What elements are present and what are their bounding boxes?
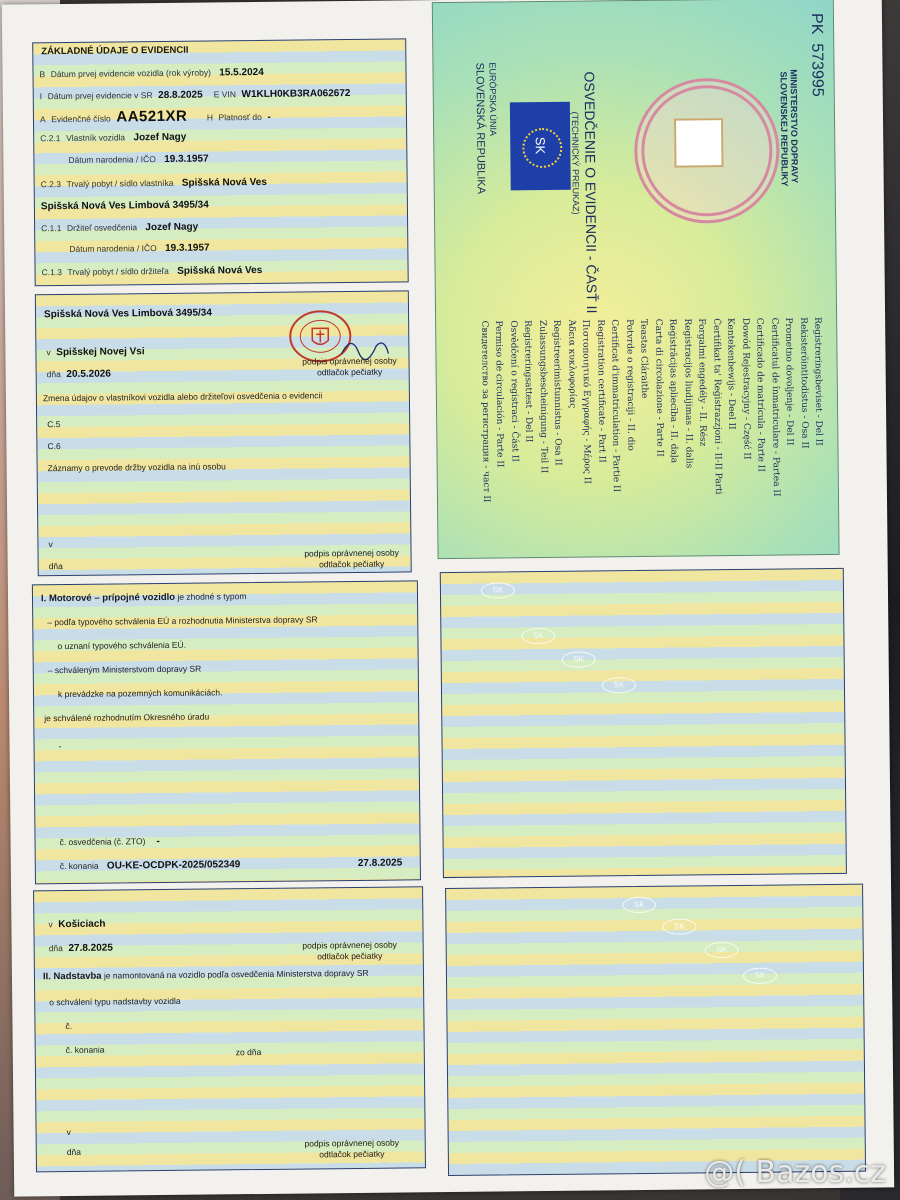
field-c23-address: Spišská Nová Ves Limbová 3495/34 bbox=[40, 199, 209, 213]
body-date: dňa 27.8.2025 bbox=[48, 942, 113, 954]
eu-flag-icon: SK bbox=[510, 102, 571, 191]
field-c11-dob: Dátum narodenia / IČO 19.3.1957 bbox=[69, 242, 210, 254]
field-c13: C.1.3 Trvalý pobyt / sídlo držiteľa Spišská Nová Ves bbox=[41, 264, 263, 278]
plate-number: AA521XR bbox=[116, 107, 188, 126]
language-title: Rekisteröintitodistus - Osa II bbox=[797, 317, 809, 449]
certificate-sheet bbox=[2, 0, 894, 1197]
body-signature-caption-2: podpis oprávnenej osoby odtlačok pečiatky bbox=[304, 1137, 400, 1160]
sk-watermark-icon: SK bbox=[481, 582, 515, 598]
sk-watermark-icon: SK bbox=[521, 628, 555, 644]
language-title: Свидетелство за регистрация - част II bbox=[478, 320, 491, 503]
sk-watermark-icon: SK bbox=[662, 918, 696, 934]
field-zto: č. osvedčenia (č. ZTO) - bbox=[59, 836, 160, 848]
field-b: B Dátum prvej evidencie vozidla (rok výroby) 15.5.2024 bbox=[39, 66, 264, 80]
body-field-date: dňa bbox=[66, 1146, 82, 1158]
vehicle-line4: k prevádzke na pozemných komunikáciách. bbox=[57, 687, 223, 700]
language-title: Prometno dovoljenje - Del II bbox=[783, 317, 795, 446]
body-signature-caption: podpis oprávnenej osoby odtlačok pečiatky bbox=[302, 939, 397, 962]
body-title: II. Nadstavba je namontovaná na vozidlo podľa osvedčenia Ministerstva dopravy SR bbox=[42, 967, 369, 983]
language-title: Carta di circolazione - Parte II bbox=[652, 318, 665, 457]
field-c5: C.5 bbox=[47, 419, 61, 430]
holder-signature-caption: podpis oprávnenej osoby odtlačok pečiatky bbox=[302, 355, 397, 378]
ministry-line1: MINISTERSTVO DOPRAVY bbox=[788, 69, 800, 184]
sk-watermark-icon: SK bbox=[562, 651, 596, 667]
transfer-place: v bbox=[48, 539, 53, 550]
vehicle-title: I. Motorové – prípojné vozidlo je zhodné s typom bbox=[40, 591, 247, 605]
language-title: Certificat d'immatriculation - Partie II bbox=[609, 319, 621, 493]
bazos-watermark: @( Bazos.cz bbox=[704, 1155, 886, 1190]
basic-header: ZÁKLADNÉ ÚDAJE O EVIDENCII bbox=[41, 44, 189, 58]
empty-panel-middle-right bbox=[440, 568, 847, 878]
cover-panel bbox=[432, 0, 840, 559]
eu-label: EURÓPSKA ÚNIA bbox=[487, 62, 499, 137]
field-c6: C.6 bbox=[47, 441, 61, 452]
vehicle-decision-date: 27.8.2025 bbox=[357, 857, 403, 869]
vehicle-type-panel bbox=[32, 580, 421, 884]
vehicle-line2: o uznaní typového schválenia EÚ. bbox=[57, 639, 187, 652]
cover-subtitle: (TECHNICKÝ PREUKAZ) bbox=[569, 111, 582, 215]
vehicle-line3: – schváleným Ministerstvom dopravy SR bbox=[47, 663, 202, 676]
language-title: Πιστοποιητικό Εγγραφής - Μέρος II bbox=[580, 319, 592, 484]
vehicle-line1: – podľa typového schválenia EÚ a rozhodnutia Ministerstva dopravy SR bbox=[47, 614, 318, 628]
body-field-zo-dna: zo dňa bbox=[235, 1046, 262, 1058]
field-c21: C.2.1 Vlastník vozidla Jozef Nagy bbox=[40, 131, 187, 144]
language-title: Registreringsattest - Del II bbox=[522, 320, 534, 443]
language-title: Dowód Rejestracyjny - Część II bbox=[739, 317, 752, 460]
field-c11: C.1.1 Držiteľ osvedčenia Jozef Nagy bbox=[41, 221, 199, 234]
body-field-c: č. bbox=[65, 1020, 73, 1032]
body-panel bbox=[33, 886, 426, 1172]
body-field-place: v bbox=[66, 1126, 71, 1138]
ministry-line2: SLOVENSKEJ REPUBLIKY bbox=[778, 71, 790, 187]
language-title: Certificado de matrícula - Parte II bbox=[754, 317, 766, 472]
language-title: Registration certificate - Part II bbox=[594, 319, 607, 463]
language-title: Permiso de circulación - Parte II bbox=[493, 320, 505, 468]
empty-panel-bottom-right bbox=[445, 884, 866, 1176]
field-c23: C.2.3 Trvalý pobyt / sídlo vlastníka Spišská Nová Ves bbox=[40, 176, 267, 190]
body-field-konania: č. konania bbox=[65, 1044, 105, 1056]
hologram-emblem bbox=[634, 78, 781, 225]
field-a: A Evidenčné číslo AA521XR H Platnosť do - bbox=[39, 107, 271, 126]
holder-address: Spišská Nová Ves Limbová 3495/34 bbox=[43, 307, 212, 321]
language-title: Reģistrācijas apliecība - II. daļa bbox=[667, 318, 679, 464]
vehicle-line5: je schválené rozhodnutím Okresného úradu bbox=[44, 711, 210, 724]
language-title: Teastas Cláraithe bbox=[638, 318, 649, 399]
language-title: Registreerimistunnistus - Osa II bbox=[551, 319, 563, 466]
field-i: I Dátum prvej evidencie v SR 28.8.2025 E VIN W1KLH0KB3RA062672 bbox=[39, 87, 351, 102]
language-title: Certificatul de înmatriculare - Partea II bbox=[768, 317, 781, 497]
serial-number: PK 573995 bbox=[807, 13, 826, 97]
transfer-signature-caption: podpis oprávnenej osoby odtlačok pečiatky bbox=[304, 547, 399, 570]
coat-of-arms-icon bbox=[674, 118, 724, 168]
field-konania: č. konania OU-KE-OCDPK-2025/052349 bbox=[59, 859, 241, 872]
body-place: v Košiciach bbox=[48, 918, 106, 931]
transfer-date: dňa bbox=[48, 561, 63, 572]
sk-watermark-icon: SK bbox=[622, 897, 656, 913]
vehicle-dash: - bbox=[58, 741, 62, 752]
transfer-title: Záznamy o prevode držby vozidla na inú osobu bbox=[47, 461, 226, 474]
language-title: Ċertifikat ta' Reġistrazzjoni - II-II Parti bbox=[710, 318, 723, 495]
language-title: Registreringsbeviset - Del II bbox=[812, 317, 824, 446]
language-title: Registracijos liudijimas - II. dalis bbox=[681, 318, 694, 469]
field-c21-dob: Dátum narodenia / IČO 19.3.1957 bbox=[68, 153, 209, 165]
change-title: Zmena údajov o vlastníkovi vozidla alebo držiteľovi osvedčenia o evidencii bbox=[42, 390, 323, 404]
language-title: Osvědčení o registraci - Část II bbox=[507, 320, 520, 463]
holder-date: dňa 20.5.2026 bbox=[46, 368, 111, 380]
language-title: Άδεια κυκλοφορίας bbox=[565, 319, 577, 409]
sk-watermark-icon: SK bbox=[743, 968, 777, 984]
holder-panel bbox=[35, 290, 412, 576]
basic-data-panel bbox=[32, 38, 409, 286]
cover-title: OSVEDČENIE O EVIDENCII - ČASŤ II bbox=[581, 71, 601, 314]
language-title: Forgalmi engedély - II. Rész bbox=[696, 318, 708, 447]
language-title: Potvrde o registraciji - II. dio bbox=[623, 319, 635, 451]
country-label: SLOVENSKÁ REPUBLIKA bbox=[473, 62, 487, 195]
body-line1: o schválení typu nadstavby vozidla bbox=[49, 995, 181, 1008]
language-title: Kentekenbewijs - Deel II bbox=[725, 317, 737, 430]
language-title: Zulassungsbescheinigung - Teil II bbox=[536, 319, 549, 474]
sk-watermark-icon: SK bbox=[705, 942, 739, 958]
sk-watermark-icon: SK bbox=[602, 677, 636, 693]
holder-place: v Spišskej Novej Vsi bbox=[46, 346, 145, 359]
